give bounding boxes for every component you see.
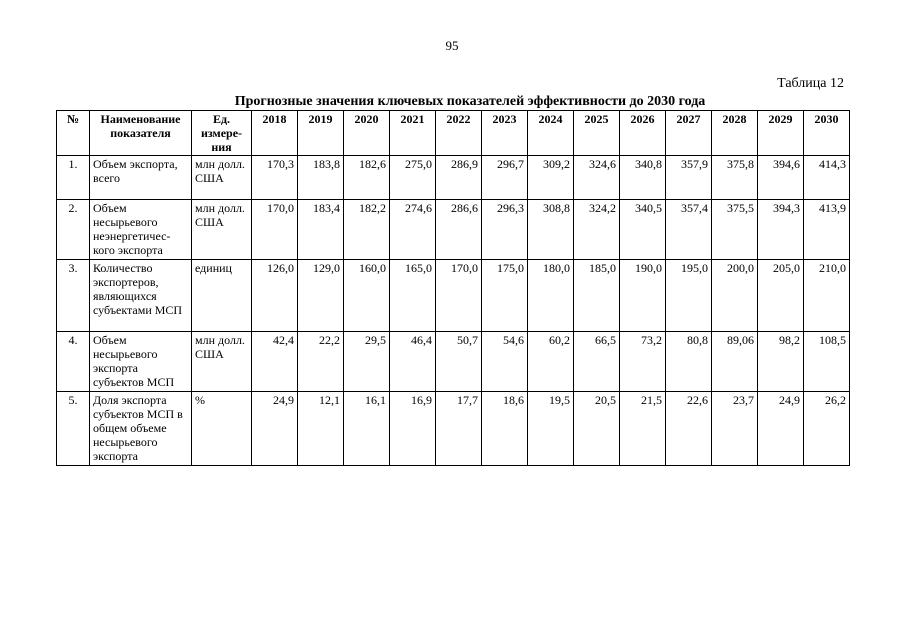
value-cell: 175,0 — [482, 260, 528, 332]
header-year: 2019 — [298, 111, 344, 156]
value-cell: 324,2 — [574, 200, 620, 260]
header-year: 2023 — [482, 111, 528, 156]
kpi-table — [56, 110, 850, 466]
value-cell: 275,0 — [390, 156, 436, 200]
table-row — [57, 156, 850, 200]
row-number: 1. — [57, 156, 90, 200]
value-cell: 414,3 — [804, 156, 850, 200]
header-num: № — [57, 111, 90, 156]
value-cell: 170,3 — [252, 156, 298, 200]
value-cell: 23,7 — [712, 392, 758, 466]
value-cell: 286,6 — [436, 200, 482, 260]
indicator-name: Объем несырьевого неэнергетичес-кого экспорта — [90, 200, 192, 260]
table-row — [57, 332, 850, 392]
header-year: 2030 — [804, 111, 850, 156]
value-cell: 340,5 — [620, 200, 666, 260]
value-cell: 73,2 — [620, 332, 666, 392]
indicator-unit: единиц — [192, 260, 252, 332]
indicator-name: Количество экспортеров, являющихся субъектами МСП — [90, 260, 192, 332]
table-body — [57, 156, 850, 466]
header-year: 2025 — [574, 111, 620, 156]
value-cell: 182,2 — [344, 200, 390, 260]
value-cell: 296,3 — [482, 200, 528, 260]
value-cell: 21,5 — [620, 392, 666, 466]
row-number: 4. — [57, 332, 90, 392]
header-row — [57, 111, 850, 156]
value-cell: 183,8 — [298, 156, 344, 200]
value-cell: 126,0 — [252, 260, 298, 332]
value-cell: 200,0 — [712, 260, 758, 332]
value-cell: 18,6 — [482, 392, 528, 466]
page-number: 95 — [445, 38, 459, 53]
value-cell: 160,0 — [344, 260, 390, 332]
header-year: 2024 — [528, 111, 574, 156]
indicator-name: Объем экспорта, всего — [90, 156, 192, 200]
indicator-unit: млн долл. США — [192, 332, 252, 392]
header-year: 2027 — [666, 111, 712, 156]
value-cell: 357,4 — [666, 200, 712, 260]
value-cell: 50,7 — [436, 332, 482, 392]
value-cell: 29,5 — [344, 332, 390, 392]
value-cell: 394,3 — [758, 200, 804, 260]
value-cell: 17,7 — [436, 392, 482, 466]
value-cell: 66,5 — [574, 332, 620, 392]
value-cell: 16,9 — [390, 392, 436, 466]
row-number: 3. — [57, 260, 90, 332]
value-cell: 80,8 — [666, 332, 712, 392]
table-label: Таблица 12 — [777, 76, 844, 91]
value-cell: 98,2 — [758, 332, 804, 392]
header-year: 2021 — [390, 111, 436, 156]
value-cell: 309,2 — [528, 156, 574, 200]
header-year: 2028 — [712, 111, 758, 156]
value-cell: 185,0 — [574, 260, 620, 332]
value-cell: 165,0 — [390, 260, 436, 332]
value-cell: 182,6 — [344, 156, 390, 200]
value-cell: 46,4 — [390, 332, 436, 392]
indicator-unit: % — [192, 392, 252, 466]
indicator-name: Объем несырьевого экспорта субъектов МСП — [90, 332, 192, 392]
header-year: 2020 — [344, 111, 390, 156]
value-cell: 19,5 — [528, 392, 574, 466]
value-cell: 180,0 — [528, 260, 574, 332]
value-cell: 22,6 — [666, 392, 712, 466]
row-number: 5. — [57, 392, 90, 466]
value-cell: 195,0 — [666, 260, 712, 332]
value-cell: 324,6 — [574, 156, 620, 200]
header-year: 2022 — [436, 111, 482, 156]
value-cell: 394,6 — [758, 156, 804, 200]
table-row — [57, 392, 850, 466]
header-name: Наименование показателя — [90, 111, 192, 156]
value-cell: 20,5 — [574, 392, 620, 466]
row-number: 2. — [57, 200, 90, 260]
value-cell: 210,0 — [804, 260, 850, 332]
value-cell: 205,0 — [758, 260, 804, 332]
value-cell: 183,4 — [298, 200, 344, 260]
value-cell: 129,0 — [298, 260, 344, 332]
value-cell: 89,06 — [712, 332, 758, 392]
value-cell: 170,0 — [436, 260, 482, 332]
value-cell: 375,5 — [712, 200, 758, 260]
value-cell: 54,6 — [482, 332, 528, 392]
indicator-name: Доля экспорта субъектов МСП в общем объеме несырьевого экспорта — [90, 392, 192, 466]
value-cell: 108,5 — [804, 332, 850, 392]
table-title: Прогнозные значения ключевых показателей эффективности до 2030 года — [234, 94, 706, 109]
value-cell: 413,9 — [804, 200, 850, 260]
value-cell: 22,2 — [298, 332, 344, 392]
value-cell: 170,0 — [252, 200, 298, 260]
header-year: 2029 — [758, 111, 804, 156]
value-cell: 16,1 — [344, 392, 390, 466]
value-cell: 42,4 — [252, 332, 298, 392]
value-cell: 60,2 — [528, 332, 574, 392]
value-cell: 26,2 — [804, 392, 850, 466]
value-cell: 12,1 — [298, 392, 344, 466]
value-cell: 286,9 — [436, 156, 482, 200]
value-cell: 357,9 — [666, 156, 712, 200]
table-row — [57, 260, 850, 332]
indicator-unit: млн долл. США — [192, 200, 252, 260]
header-year: 2018 — [252, 111, 298, 156]
value-cell: 190,0 — [620, 260, 666, 332]
value-cell: 274,6 — [390, 200, 436, 260]
value-cell: 296,7 — [482, 156, 528, 200]
value-cell: 340,8 — [620, 156, 666, 200]
value-cell: 24,9 — [252, 392, 298, 466]
table-row — [57, 200, 850, 260]
value-cell: 24,9 — [758, 392, 804, 466]
header-year: 2026 — [620, 111, 666, 156]
value-cell: 308,8 — [528, 200, 574, 260]
value-cell: 375,8 — [712, 156, 758, 200]
header-unit: Ед. измере-ния — [192, 111, 252, 156]
indicator-unit: млн долл. США — [192, 156, 252, 200]
